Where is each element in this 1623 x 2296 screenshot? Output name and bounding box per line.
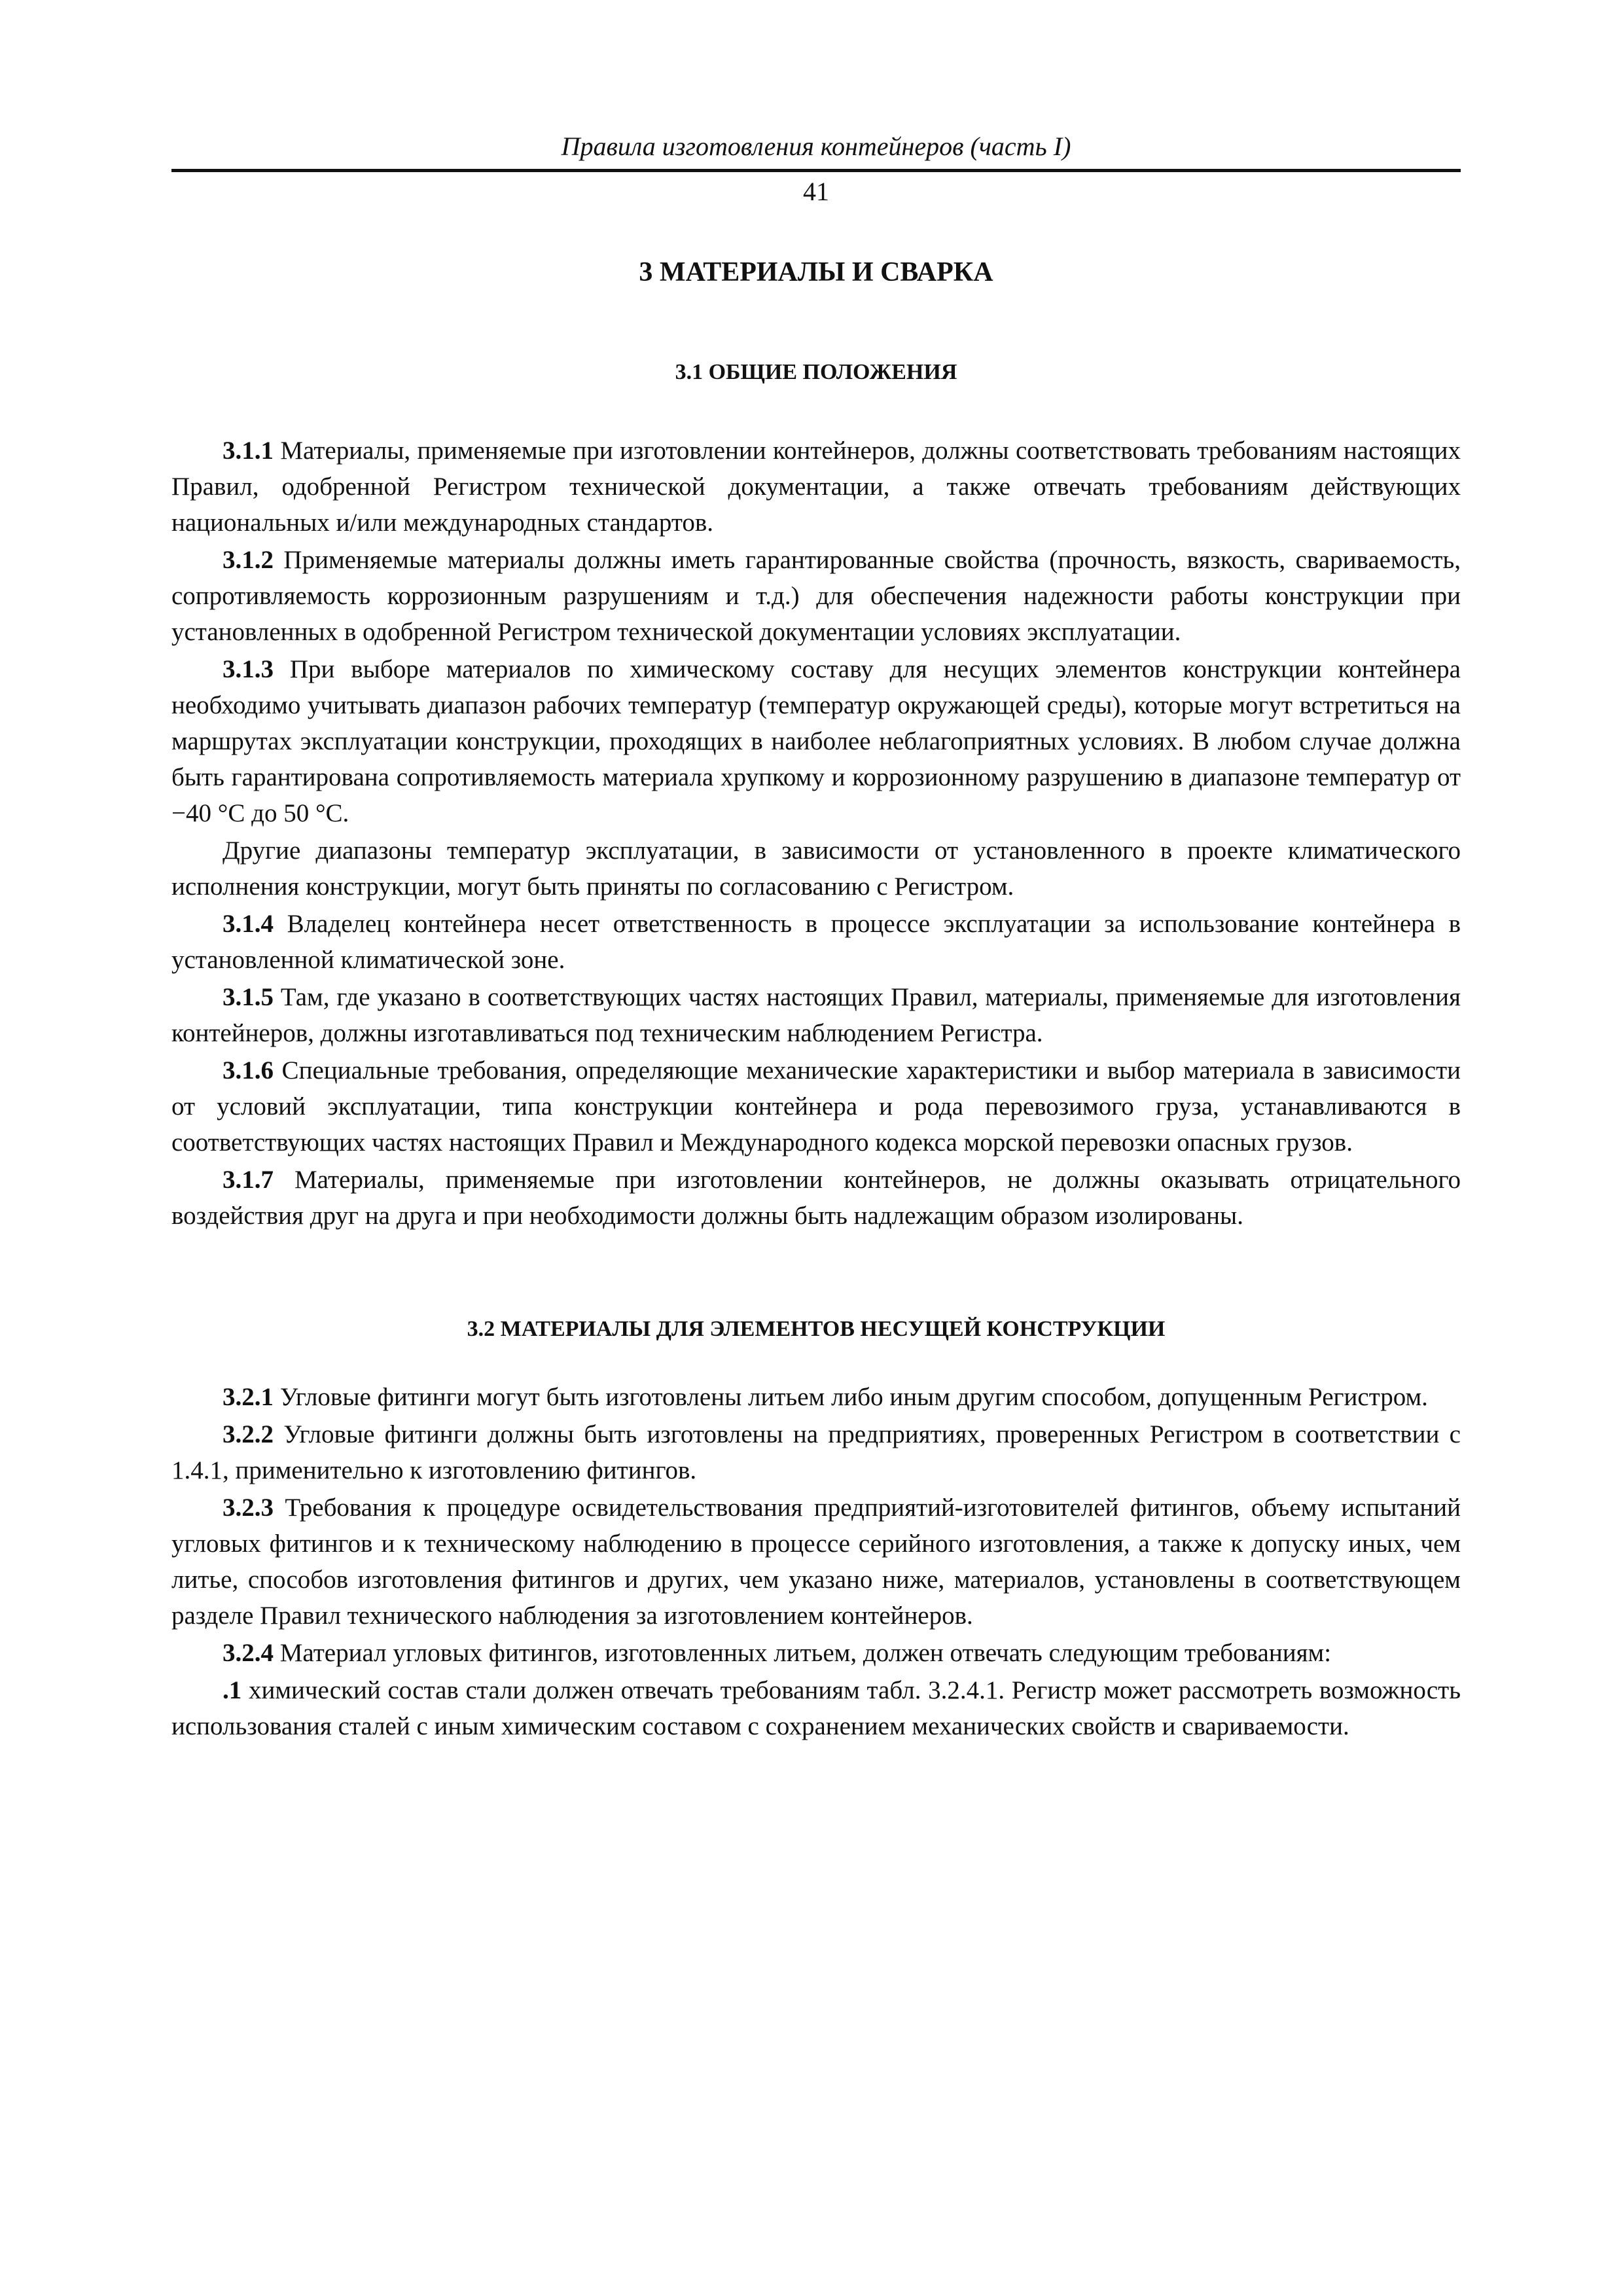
paragraph-3-1-2	[171, 542, 1461, 650]
paragraph-3-1-1	[171, 433, 1461, 541]
paragraph-number: 3.1.3	[223, 655, 274, 683]
paragraph-3-1-3-continued	[171, 833, 1461, 905]
paragraph-text: Материал угловых фитингов, изготовленных литьем, должен отвечать следующим требованиям:	[274, 1639, 1332, 1667]
paragraph-3-2-3	[171, 1490, 1461, 1634]
paragraph-number: 3.1.6	[223, 1056, 274, 1085]
paragraph-text: Владелец контейнера несет ответственность в процессе эксплуатации за использование контейнера в установленной климатической зоне.	[171, 910, 1461, 974]
running-header: Правила изготовления контейнеров (часть I)	[561, 132, 1071, 161]
section-body-3-2	[171, 1379, 1461, 1744]
document-page	[171, 131, 1461, 1744]
paragraph-text: Специальные требования, определяющие механические характеристики и выбор материала в зависимости от условий эксплуатации, типа конструкции контейнера и рода перевозимого груза, устанавливаются в соответствующих частях настоящих Правил и Международного кодекса морской перевозки опасных грузов.	[171, 1056, 1461, 1157]
paragraph-3-2-1	[171, 1379, 1461, 1415]
header-rule	[171, 169, 1461, 172]
paragraph-number: 3.1.5	[223, 983, 274, 1011]
page-number: 41	[803, 177, 829, 206]
paragraph-text: химический состав стали должен отвечать требованиям табл. 3.2.4.1. Регистр может рассмотреть возможность использования сталей с иным химическим составом с сохранением механических свойств и свариваемости.	[171, 1676, 1461, 1740]
paragraph-3-2-4	[171, 1635, 1461, 1671]
paragraph-number: .1	[223, 1676, 242, 1704]
paragraph-text: Требования к процедуре освидетельствования предприятий-изготовителей фитингов, объему испытаний угловых фитингов и к техническому наблюдению в процессе серийного изготовления, а также к допуску иных, чем литье, способов изготовления фитингов и других, чем указано ниже, материалов, установлены в соответствующем разделе Правил технического наблюдения за изготовлением контейнеров.	[171, 1494, 1461, 1630]
paragraph-3-2-4-1	[171, 1672, 1461, 1744]
paragraph-text: Там, где указано в соответствующих частях настоящих Правил, материалы, применяемые для изготовления контейнеров, должны изготавливаться под техническим наблюдением Регистра.	[171, 983, 1461, 1047]
section-title-3-1: 3.1 ОБЩИЕ ПОЛОЖЕНИЯ	[675, 360, 957, 384]
paragraph-number: 3.1.1	[223, 437, 274, 465]
paragraph-3-1-6	[171, 1052, 1461, 1160]
paragraph-3-1-4	[171, 906, 1461, 978]
section-title-3-2: 3.2 МАТЕРИАЛЫ ДЛЯ ЭЛЕМЕНТОВ НЕСУЩЕЙ КОНСТРУКЦИИ	[467, 1317, 1166, 1341]
paragraph-3-1-5	[171, 979, 1461, 1051]
paragraph-text: Применяемые материалы должны иметь гарантированные свойства (прочность, вязкость, свариваемость, сопротивляемость коррозионным разрушениям и т.д.) для обеспечения надежности работы конструкции при установленных в одобренной Регистром технической документации условиях эксплуатации.	[171, 546, 1461, 646]
paragraph-3-2-2	[171, 1416, 1461, 1488]
paragraph-text: При выборе материалов по химическому составу для несущих элементов конструкции контейнера необходимо учитывать диапазон рабочих температур (температур окружающей среды), которые могут встретиться на маршрутах эксплуатации конструкции, проходящих в наиболее неблагоприятных условиях. В любом случае должна быть гарантирована сопротивляемость материала хрупкому и коррозионному разрушению в диапазоне температур от −40 °С до 50 °С.	[171, 655, 1461, 827]
paragraph-text: Угловые фитинги могут быть изготовлены литьем либо иным другим способом, допущенным Регистром.	[274, 1383, 1428, 1411]
paragraph-3-1-7	[171, 1162, 1461, 1234]
paragraph-number: 3.2.4	[223, 1639, 274, 1667]
paragraph-number: 3.1.2	[223, 546, 274, 574]
paragraph-text: Материалы, применяемые при изготовлении контейнеров, должны соответствовать требованиям настоящих Правил, одобренной Регистром технической документации, а также отвечать требованиям действующих национальных и/или международных стандартов.	[171, 437, 1461, 537]
paragraph-number: 3.2.2	[223, 1420, 274, 1448]
paragraph-number: 3.1.7	[223, 1166, 274, 1194]
paragraph-text: Угловые фитинги должны быть изготовлены на предприятиях, проверенных Регистром в соответствии с 1.4.1, применительно к изготовлению фитингов.	[171, 1420, 1461, 1484]
paragraph-text: Другие диапазоны температур эксплуатации, в зависимости от установленного в проекте климатического исполнения конструкции, могут быть приняты по согласованию с Регистром.	[171, 836, 1461, 901]
paragraph-number: 3.2.3	[223, 1494, 274, 1522]
paragraph-number: 3.1.4	[223, 910, 274, 938]
paragraph-number: 3.2.1	[223, 1383, 274, 1411]
paragraph-3-1-3	[171, 651, 1461, 831]
chapter-title: 3 МАТЕРИАЛЫ И СВАРКА	[639, 257, 993, 287]
section-body-3-1	[171, 433, 1461, 1234]
paragraph-text: Материалы, применяемые при изготовлении контейнеров, не должны оказывать отрицательного воздействия друг на друга и при необходимости должны быть надлежащим образом изолированы.	[171, 1166, 1461, 1230]
